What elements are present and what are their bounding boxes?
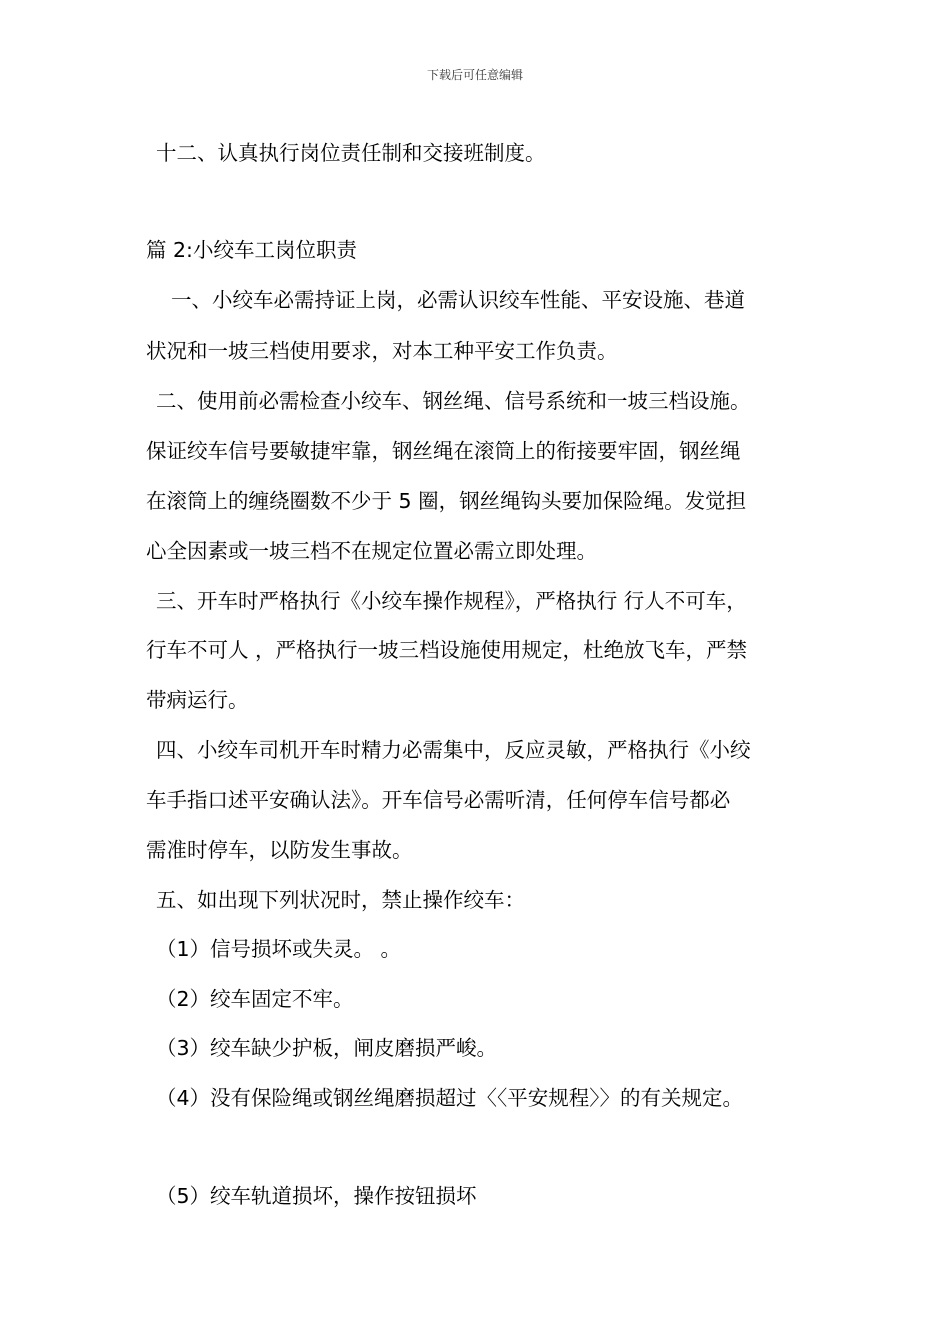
text-line: 一、小绞车必需持证上岗，必需认识绞车性能、平安设施、巷道 <box>171 288 745 312</box>
text-line: 状况和一坡三档使用要求，对本工种平安工作负责。 <box>146 339 618 363</box>
list-item: （3）绞车缺少护板，闸皮磨损严峻。 <box>156 1036 498 1060</box>
text-line: 五、如出现下列状况时，禁止操作绞车： <box>156 888 525 912</box>
text-line: 保证绞车信号要敏捷牢靠，钢丝绳在滚筒上的衔接要牢固，钢丝绳 <box>146 439 741 463</box>
text-line: 行车不可人 ，严格执行一坡三档设施使用规定，杜绝放飞车，严禁 <box>146 638 748 662</box>
section-heading: 篇 2:小绞车工岗位职责 <box>146 238 357 262</box>
list-item: （1）信号损坏或失灵。 。 <box>156 937 402 961</box>
list-item: （4）没有保险绳或钢丝绳磨损超过〈〈平安规程〉〉的有关规定。 <box>156 1086 744 1110</box>
page-header: 下载后可任意编辑 <box>426 68 523 82</box>
text-line: 二、使用前必需检查小绞车、钢丝绳、信号系统和一坡三档设施。 <box>156 389 751 413</box>
text-line: 心全因素或一坡三档不在规定位置必需立即处理。 <box>146 539 597 563</box>
text-line: 十二、认真执行岗位责任制和交接班制度。 <box>156 141 546 165</box>
text-line: 三、开车时严格执行《小绞车操作规程》，严格执行 行人不可车， <box>156 589 747 613</box>
list-item: （5）绞车轨道损坏，操作按钮损坏 <box>156 1184 477 1208</box>
text-line: 四、小绞车司机开车时精力必需集中，反应灵敏，严格执行《小绞 <box>156 738 751 762</box>
text-line: 需准时停车，以防发生事故。 <box>146 838 413 862</box>
list-item: （2）绞车固定不牢。 <box>156 987 354 1011</box>
text-line: 车手指口述平安确认法》。开车信号必需听清，任何停车信号都必 <box>146 788 731 812</box>
text-line: 在滚筒上的缠绕圈数不少于 5 圈，钢丝绳钩头要加保险绳。发觉担 <box>146 489 747 513</box>
text-line: 带病运行。 <box>146 688 249 712</box>
